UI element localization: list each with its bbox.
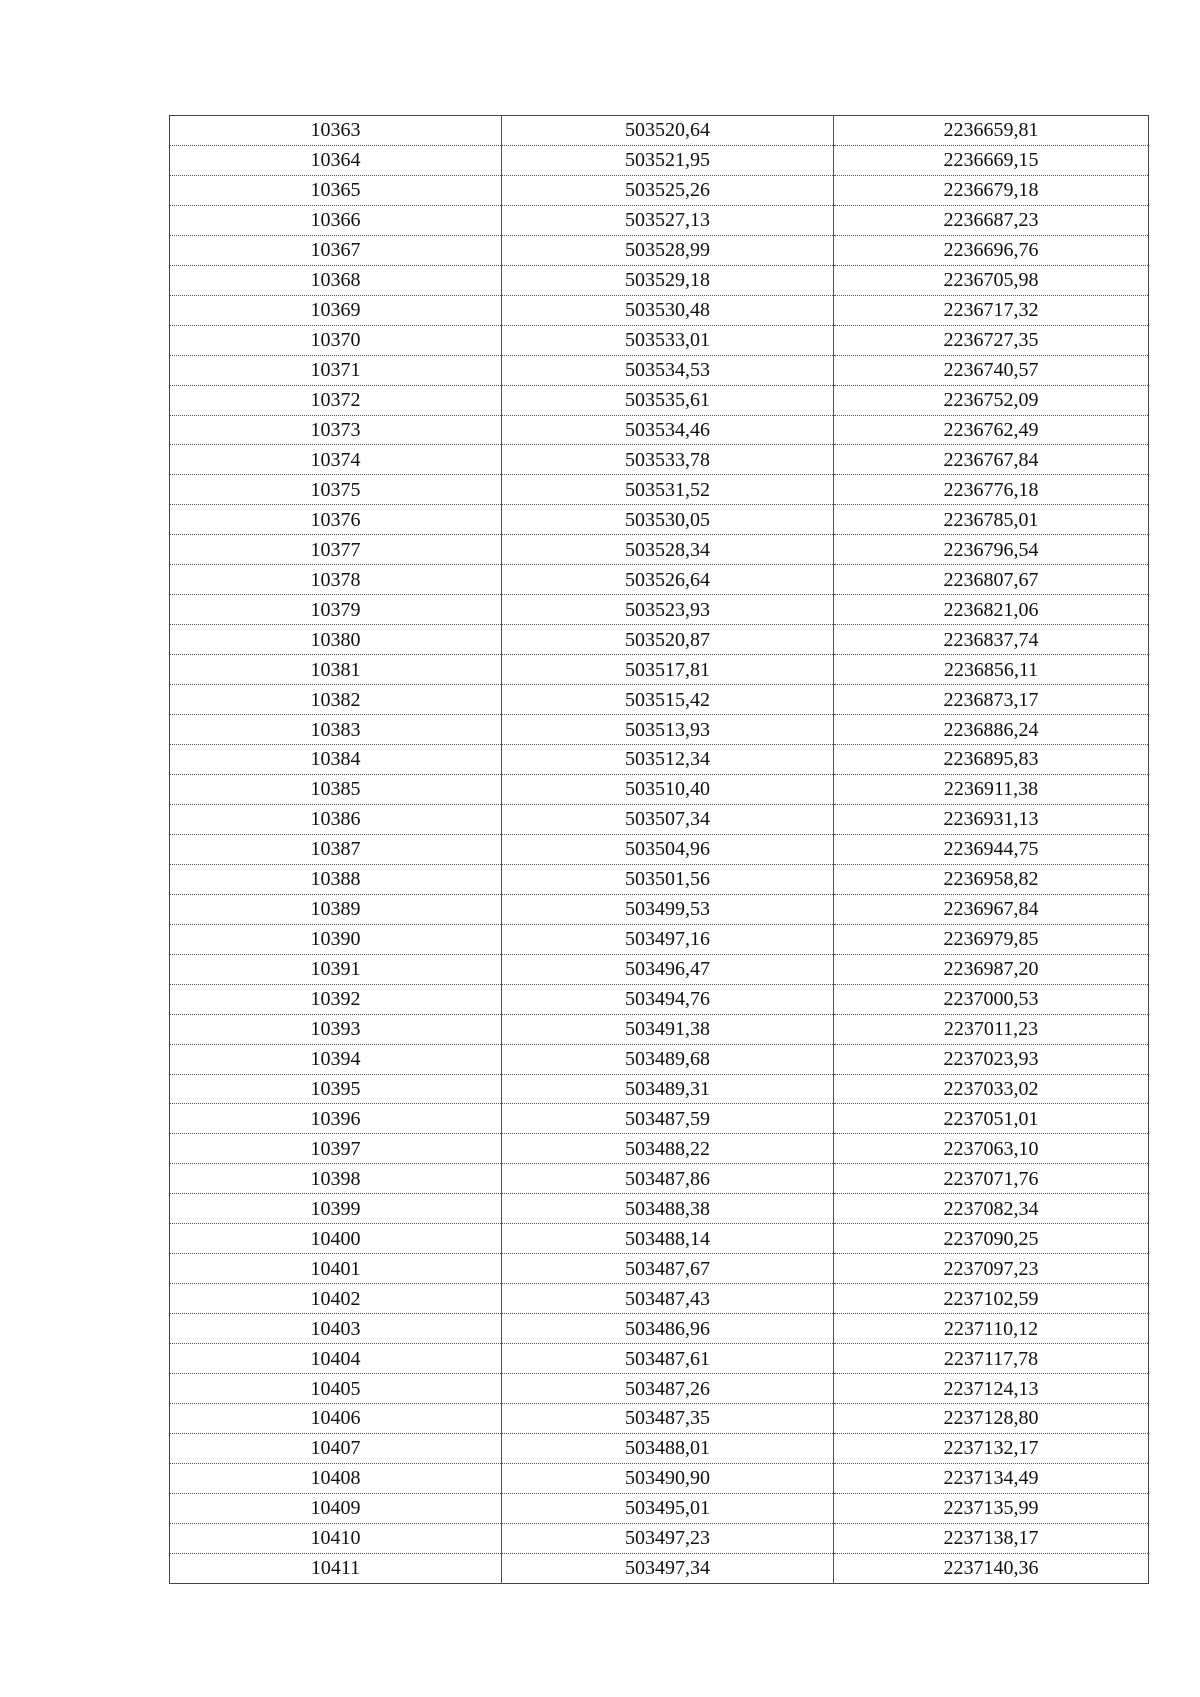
y-coordinate-cell: 2236837,74 bbox=[834, 625, 1149, 655]
x-coordinate-cell: 503507,34 bbox=[502, 804, 834, 834]
y-coordinate-cell: 2237138,17 bbox=[834, 1523, 1149, 1553]
x-coordinate-cell: 503510,40 bbox=[502, 774, 834, 804]
x-coordinate-cell: 503520,64 bbox=[502, 116, 834, 146]
table-row bbox=[170, 475, 1149, 505]
point-number-cell: 10401 bbox=[170, 1254, 502, 1284]
point-number-cell: 10403 bbox=[170, 1314, 502, 1344]
table-row bbox=[170, 205, 1149, 235]
x-coordinate-cell: 503513,93 bbox=[502, 715, 834, 745]
table-row bbox=[170, 295, 1149, 325]
x-coordinate-cell: 503535,61 bbox=[502, 385, 834, 415]
table-row bbox=[170, 655, 1149, 685]
point-number-cell: 10365 bbox=[170, 175, 502, 205]
point-number-cell: 10411 bbox=[170, 1553, 502, 1583]
x-coordinate-cell: 503531,52 bbox=[502, 475, 834, 505]
point-number-cell: 10389 bbox=[170, 894, 502, 924]
table-row bbox=[170, 715, 1149, 745]
point-number-cell: 10364 bbox=[170, 145, 502, 175]
y-coordinate-cell: 2236911,38 bbox=[834, 774, 1149, 804]
table-row bbox=[170, 804, 1149, 834]
table-row bbox=[170, 355, 1149, 385]
y-coordinate-cell: 2237110,12 bbox=[834, 1314, 1149, 1344]
point-number-cell: 10388 bbox=[170, 864, 502, 894]
x-coordinate-cell: 503491,38 bbox=[502, 1014, 834, 1044]
table-row bbox=[170, 685, 1149, 715]
x-coordinate-cell: 503488,14 bbox=[502, 1224, 834, 1254]
y-coordinate-cell: 2237071,76 bbox=[834, 1164, 1149, 1194]
table-row bbox=[170, 265, 1149, 295]
point-number-cell: 10368 bbox=[170, 265, 502, 295]
x-coordinate-cell: 503533,01 bbox=[502, 325, 834, 355]
y-coordinate-cell: 2236696,76 bbox=[834, 235, 1149, 265]
table-row bbox=[170, 1254, 1149, 1284]
point-number-cell: 10378 bbox=[170, 565, 502, 595]
x-coordinate-cell: 503528,34 bbox=[502, 535, 834, 565]
x-coordinate-cell: 503487,43 bbox=[502, 1284, 834, 1314]
x-coordinate-cell: 503488,38 bbox=[502, 1194, 834, 1224]
point-number-cell: 10402 bbox=[170, 1284, 502, 1314]
x-coordinate-cell: 503530,05 bbox=[502, 505, 834, 535]
table-row bbox=[170, 1553, 1149, 1583]
y-coordinate-cell: 2236987,20 bbox=[834, 954, 1149, 984]
point-number-cell: 10406 bbox=[170, 1403, 502, 1433]
x-coordinate-cell: 503486,96 bbox=[502, 1314, 834, 1344]
x-coordinate-cell: 503515,42 bbox=[502, 685, 834, 715]
y-coordinate-cell: 2237082,34 bbox=[834, 1194, 1149, 1224]
x-coordinate-cell: 503501,56 bbox=[502, 864, 834, 894]
point-number-cell: 10370 bbox=[170, 325, 502, 355]
y-coordinate-cell: 2236669,15 bbox=[834, 145, 1149, 175]
y-coordinate-cell: 2237128,80 bbox=[834, 1403, 1149, 1433]
y-coordinate-cell: 2237134,49 bbox=[834, 1463, 1149, 1493]
coordinates-table bbox=[169, 115, 1149, 1584]
y-coordinate-cell: 2236740,57 bbox=[834, 355, 1149, 385]
x-coordinate-cell: 503489,31 bbox=[502, 1074, 834, 1104]
point-number-cell: 10394 bbox=[170, 1044, 502, 1074]
table-row bbox=[170, 1194, 1149, 1224]
y-coordinate-cell: 2237033,02 bbox=[834, 1074, 1149, 1104]
x-coordinate-cell: 503487,67 bbox=[502, 1254, 834, 1284]
x-coordinate-cell: 503529,18 bbox=[502, 265, 834, 295]
table-row bbox=[170, 1104, 1149, 1134]
x-coordinate-cell: 503528,99 bbox=[502, 235, 834, 265]
x-coordinate-cell: 503525,26 bbox=[502, 175, 834, 205]
y-coordinate-cell: 2236659,81 bbox=[834, 116, 1149, 146]
table-row bbox=[170, 415, 1149, 445]
point-number-cell: 10390 bbox=[170, 924, 502, 954]
point-number-cell: 10376 bbox=[170, 505, 502, 535]
y-coordinate-cell: 2236767,84 bbox=[834, 445, 1149, 475]
x-coordinate-cell: 503488,22 bbox=[502, 1134, 834, 1164]
y-coordinate-cell: 2236931,13 bbox=[834, 804, 1149, 834]
table-row bbox=[170, 1463, 1149, 1493]
y-coordinate-cell: 2236796,54 bbox=[834, 535, 1149, 565]
y-coordinate-cell: 2237000,53 bbox=[834, 984, 1149, 1014]
point-number-cell: 10410 bbox=[170, 1523, 502, 1553]
y-coordinate-cell: 2237124,13 bbox=[834, 1374, 1149, 1404]
table-row bbox=[170, 1074, 1149, 1104]
y-coordinate-cell: 2236979,85 bbox=[834, 924, 1149, 954]
table-row bbox=[170, 1134, 1149, 1164]
table-row bbox=[170, 1044, 1149, 1074]
x-coordinate-cell: 503504,96 bbox=[502, 834, 834, 864]
x-coordinate-cell: 503499,53 bbox=[502, 894, 834, 924]
point-number-cell: 10399 bbox=[170, 1194, 502, 1224]
table-row bbox=[170, 894, 1149, 924]
y-coordinate-cell: 2236727,35 bbox=[834, 325, 1149, 355]
x-coordinate-cell: 503497,16 bbox=[502, 924, 834, 954]
point-number-cell: 10391 bbox=[170, 954, 502, 984]
y-coordinate-cell: 2236895,83 bbox=[834, 745, 1149, 775]
coordinates-table-body bbox=[170, 116, 1149, 1584]
x-coordinate-cell: 503487,86 bbox=[502, 1164, 834, 1194]
y-coordinate-cell: 2236967,84 bbox=[834, 894, 1149, 924]
x-coordinate-cell: 503494,76 bbox=[502, 984, 834, 1014]
point-number-cell: 10366 bbox=[170, 205, 502, 235]
y-coordinate-cell: 2237011,23 bbox=[834, 1014, 1149, 1044]
table-row bbox=[170, 864, 1149, 894]
y-coordinate-cell: 2237051,01 bbox=[834, 1104, 1149, 1134]
point-number-cell: 10386 bbox=[170, 804, 502, 834]
point-number-cell: 10400 bbox=[170, 1224, 502, 1254]
table-row bbox=[170, 1374, 1149, 1404]
table-row bbox=[170, 1314, 1149, 1344]
y-coordinate-cell: 2236873,17 bbox=[834, 685, 1149, 715]
x-coordinate-cell: 503488,01 bbox=[502, 1433, 834, 1463]
table-row bbox=[170, 1014, 1149, 1044]
x-coordinate-cell: 503517,81 bbox=[502, 655, 834, 685]
table-row bbox=[170, 1284, 1149, 1314]
x-coordinate-cell: 503496,47 bbox=[502, 954, 834, 984]
table-row bbox=[170, 774, 1149, 804]
point-number-cell: 10397 bbox=[170, 1134, 502, 1164]
y-coordinate-cell: 2236807,67 bbox=[834, 565, 1149, 595]
table-row bbox=[170, 385, 1149, 415]
y-coordinate-cell: 2236944,75 bbox=[834, 834, 1149, 864]
point-number-cell: 10404 bbox=[170, 1344, 502, 1374]
table-row bbox=[170, 1224, 1149, 1254]
x-coordinate-cell: 503533,78 bbox=[502, 445, 834, 475]
point-number-cell: 10373 bbox=[170, 415, 502, 445]
table-row bbox=[170, 1493, 1149, 1523]
table-row bbox=[170, 145, 1149, 175]
x-coordinate-cell: 503521,95 bbox=[502, 145, 834, 175]
y-coordinate-cell: 2236752,09 bbox=[834, 385, 1149, 415]
y-coordinate-cell: 2236856,11 bbox=[834, 655, 1149, 685]
y-coordinate-cell: 2236705,98 bbox=[834, 265, 1149, 295]
table-row bbox=[170, 505, 1149, 535]
point-number-cell: 10398 bbox=[170, 1164, 502, 1194]
point-number-cell: 10385 bbox=[170, 774, 502, 804]
x-coordinate-cell: 503527,13 bbox=[502, 205, 834, 235]
y-coordinate-cell: 2236821,06 bbox=[834, 595, 1149, 625]
point-number-cell: 10371 bbox=[170, 355, 502, 385]
table-row bbox=[170, 175, 1149, 205]
x-coordinate-cell: 503497,23 bbox=[502, 1523, 834, 1553]
point-number-cell: 10367 bbox=[170, 235, 502, 265]
table-row bbox=[170, 325, 1149, 355]
point-number-cell: 10363 bbox=[310, 119, 361, 142]
table-row bbox=[170, 595, 1149, 625]
point-number-cell: 10387 bbox=[170, 834, 502, 864]
table-row bbox=[170, 954, 1149, 984]
y-coordinate-cell: 2236776,18 bbox=[834, 475, 1149, 505]
y-coordinate-cell: 2236717,32 bbox=[834, 295, 1149, 325]
point-number-cell: 10407 bbox=[170, 1433, 502, 1463]
x-coordinate-cell: 503487,59 bbox=[502, 1104, 834, 1134]
y-coordinate-cell: 2237090,25 bbox=[834, 1224, 1149, 1254]
x-coordinate-cell: 503497,34 bbox=[502, 1553, 834, 1583]
table-row bbox=[170, 565, 1149, 595]
x-coordinate-cell: 503523,93 bbox=[502, 595, 834, 625]
point-number-cell: 10384 bbox=[170, 745, 502, 775]
x-coordinate-cell: 503520,87 bbox=[502, 625, 834, 655]
point-number-cell: 10369 bbox=[170, 295, 502, 325]
point-number-cell: 10377 bbox=[170, 535, 502, 565]
point-number-cell: 10382 bbox=[170, 685, 502, 715]
x-coordinate-cell: 503495,01 bbox=[502, 1493, 834, 1523]
point-number-cell: 10409 bbox=[170, 1493, 502, 1523]
point-number-cell: 10393 bbox=[170, 1014, 502, 1044]
y-coordinate-cell: 2236958,82 bbox=[834, 864, 1149, 894]
y-coordinate-cell: 2237023,93 bbox=[834, 1044, 1149, 1074]
point-number-cell: 10396 bbox=[170, 1104, 502, 1134]
x-coordinate-cell: 503487,61 bbox=[502, 1344, 834, 1374]
table-row bbox=[170, 1523, 1149, 1553]
x-coordinate-cell: 503526,64 bbox=[502, 565, 834, 595]
y-coordinate-cell: 2236679,18 bbox=[834, 175, 1149, 205]
point-number-cell: 10375 bbox=[170, 475, 502, 505]
table-row bbox=[170, 625, 1149, 655]
table-row bbox=[170, 535, 1149, 565]
y-coordinate-cell: 2236886,24 bbox=[834, 715, 1149, 745]
table-row bbox=[170, 924, 1149, 954]
x-coordinate-cell: 503487,26 bbox=[502, 1374, 834, 1404]
point-number-cell: 10383 bbox=[170, 715, 502, 745]
point-number-cell: 10395 bbox=[170, 1074, 502, 1104]
table-row bbox=[170, 834, 1149, 864]
x-coordinate-cell: 503530,48 bbox=[502, 295, 834, 325]
x-coordinate-cell: 503489,68 bbox=[502, 1044, 834, 1074]
point-number-cell: 10374 bbox=[170, 445, 502, 475]
y-coordinate-cell: 2237117,78 bbox=[834, 1344, 1149, 1374]
x-coordinate-cell: 503534,46 bbox=[502, 415, 834, 445]
table-row bbox=[170, 1433, 1149, 1463]
x-coordinate-cell: 503490,90 bbox=[502, 1463, 834, 1493]
x-coordinate-cell: 503512,34 bbox=[502, 745, 834, 775]
x-coordinate-cell: 503534,53 bbox=[502, 355, 834, 385]
y-coordinate-cell: 2236762,49 bbox=[834, 415, 1149, 445]
table-row bbox=[170, 445, 1149, 475]
point-number-cell: 10379 bbox=[170, 595, 502, 625]
y-coordinate-cell: 2237097,23 bbox=[834, 1254, 1149, 1284]
y-coordinate-cell: 2237132,17 bbox=[834, 1433, 1149, 1463]
y-coordinate-cell: 2236687,23 bbox=[834, 205, 1149, 235]
table-row bbox=[170, 745, 1149, 775]
point-number-cell: 10380 bbox=[170, 625, 502, 655]
y-coordinate-cell: 2237102,59 bbox=[834, 1284, 1149, 1314]
y-coordinate-cell: 2237135,99 bbox=[834, 1493, 1149, 1523]
x-coordinate-cell: 503487,35 bbox=[502, 1403, 834, 1433]
point-number-cell: 10408 bbox=[170, 1463, 502, 1493]
point-number-cell: 10381 bbox=[170, 655, 502, 685]
y-coordinate-cell: 2237063,10 bbox=[834, 1134, 1149, 1164]
y-coordinate-cell: 2237140,36 bbox=[834, 1553, 1149, 1583]
point-number-cell: 10372 bbox=[170, 385, 502, 415]
table-row bbox=[170, 1403, 1149, 1433]
table-row bbox=[170, 984, 1149, 1014]
table-row bbox=[170, 235, 1149, 265]
point-number-cell: 10405 bbox=[170, 1374, 502, 1404]
table-row bbox=[170, 116, 1149, 146]
table-row bbox=[170, 1164, 1149, 1194]
y-coordinate-cell: 2236785,01 bbox=[834, 505, 1149, 535]
table-row bbox=[170, 1344, 1149, 1374]
point-number-cell: 10392 bbox=[170, 984, 502, 1014]
